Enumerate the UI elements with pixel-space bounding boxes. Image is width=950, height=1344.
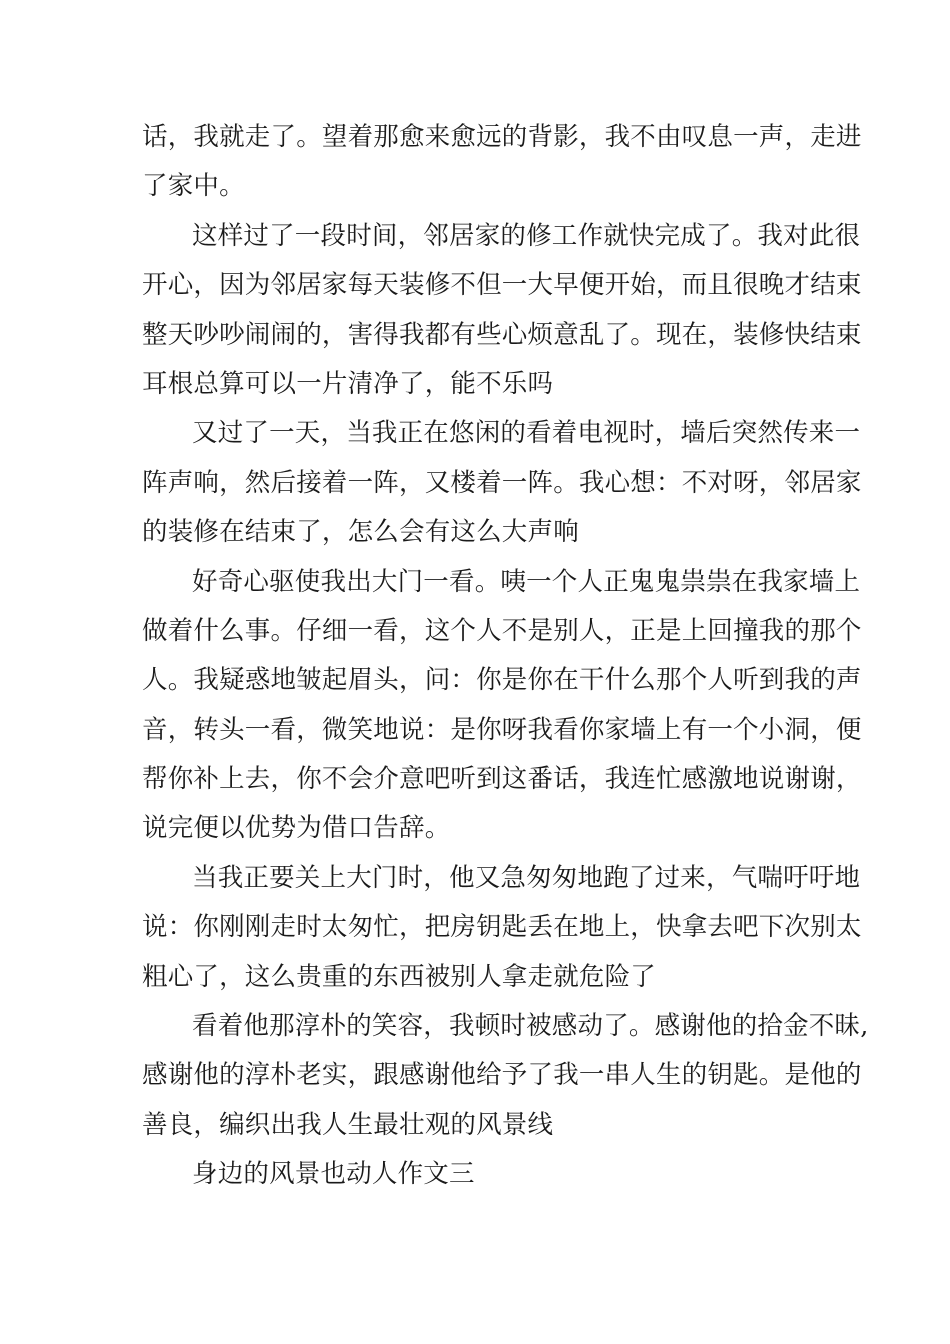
text-line: 开心，因为邻居家每天装修不但一大早便开始，而且很晚才结束 bbox=[142, 270, 862, 301]
text-line: 做着什么事。仔细一看，这个人不是别人，正是上回撞我的那个 bbox=[142, 615, 862, 646]
text-line: 好奇心驱使我出大门一看。咦一个人正鬼鬼祟祟在我家墙上 bbox=[192, 566, 861, 597]
text-line: 阵声响，然后接着一阵，又楼着一阵。我心想：不对呀，邻居家 bbox=[142, 467, 862, 498]
text-line: 又过了一天，当我正在悠闲的看着电视时，墙后突然传来一 bbox=[192, 418, 861, 449]
text-line: 人。我疑惑地皱起眉头，问：你是你在干什么那个人听到我的声 bbox=[142, 665, 862, 696]
text-line: 音，转头一看，微笑地说：是你呀我看你家墙上有一个小洞，便 bbox=[142, 714, 862, 745]
text-line: 这样过了一段时间，邻居家的修工作就快完成了。我对此很 bbox=[192, 220, 861, 251]
text-line: 看着他那淳朴的笑容，我顿时被感动了。感谢他的拾金不昧, bbox=[192, 1011, 869, 1042]
text-line: 说完便以优势为借口告辞。 bbox=[142, 813, 451, 844]
text-line: 整天吵吵闹闹的，害得我都有些心烦意乱了。现在，装修快结束 bbox=[142, 319, 862, 350]
text-line: 话，我就走了。望着那愈来愈远的背影，我不由叹息一声，走进 bbox=[142, 122, 862, 152]
document-body bbox=[142, 113, 869, 1200]
text-line: 粗心了，这么贵重的东西被别人拿走就危险了 bbox=[142, 961, 657, 992]
text-line: 善良，编织出我人生最壮观的风景线 bbox=[142, 1109, 554, 1140]
text-line: 耳根总算可以一片清净了，能不乐吗 bbox=[142, 368, 554, 399]
text-line: 帮你补上去，你不会介意吧听到这番话，我连忙感激地说谢谢， bbox=[142, 764, 862, 795]
text-line: 的装修在结束了，怎么会有这么大声响 bbox=[142, 517, 579, 548]
text-line: 了家中。 bbox=[142, 171, 245, 202]
text-line: 感谢他的淳朴老实，跟感谢他给予了我一串人生的钥匙。是他的 bbox=[142, 1060, 862, 1091]
text-line: 说：你刚刚走时太匆忙，把房钥匙丢在地上，快拿去吧下次别太 bbox=[142, 912, 862, 943]
text-line: 当我正要关上大门时，他又急匆匆地跑了过来，气喘吁吁地 bbox=[192, 862, 861, 893]
section-heading: 身边的风景也动人作文三 bbox=[192, 1159, 475, 1190]
